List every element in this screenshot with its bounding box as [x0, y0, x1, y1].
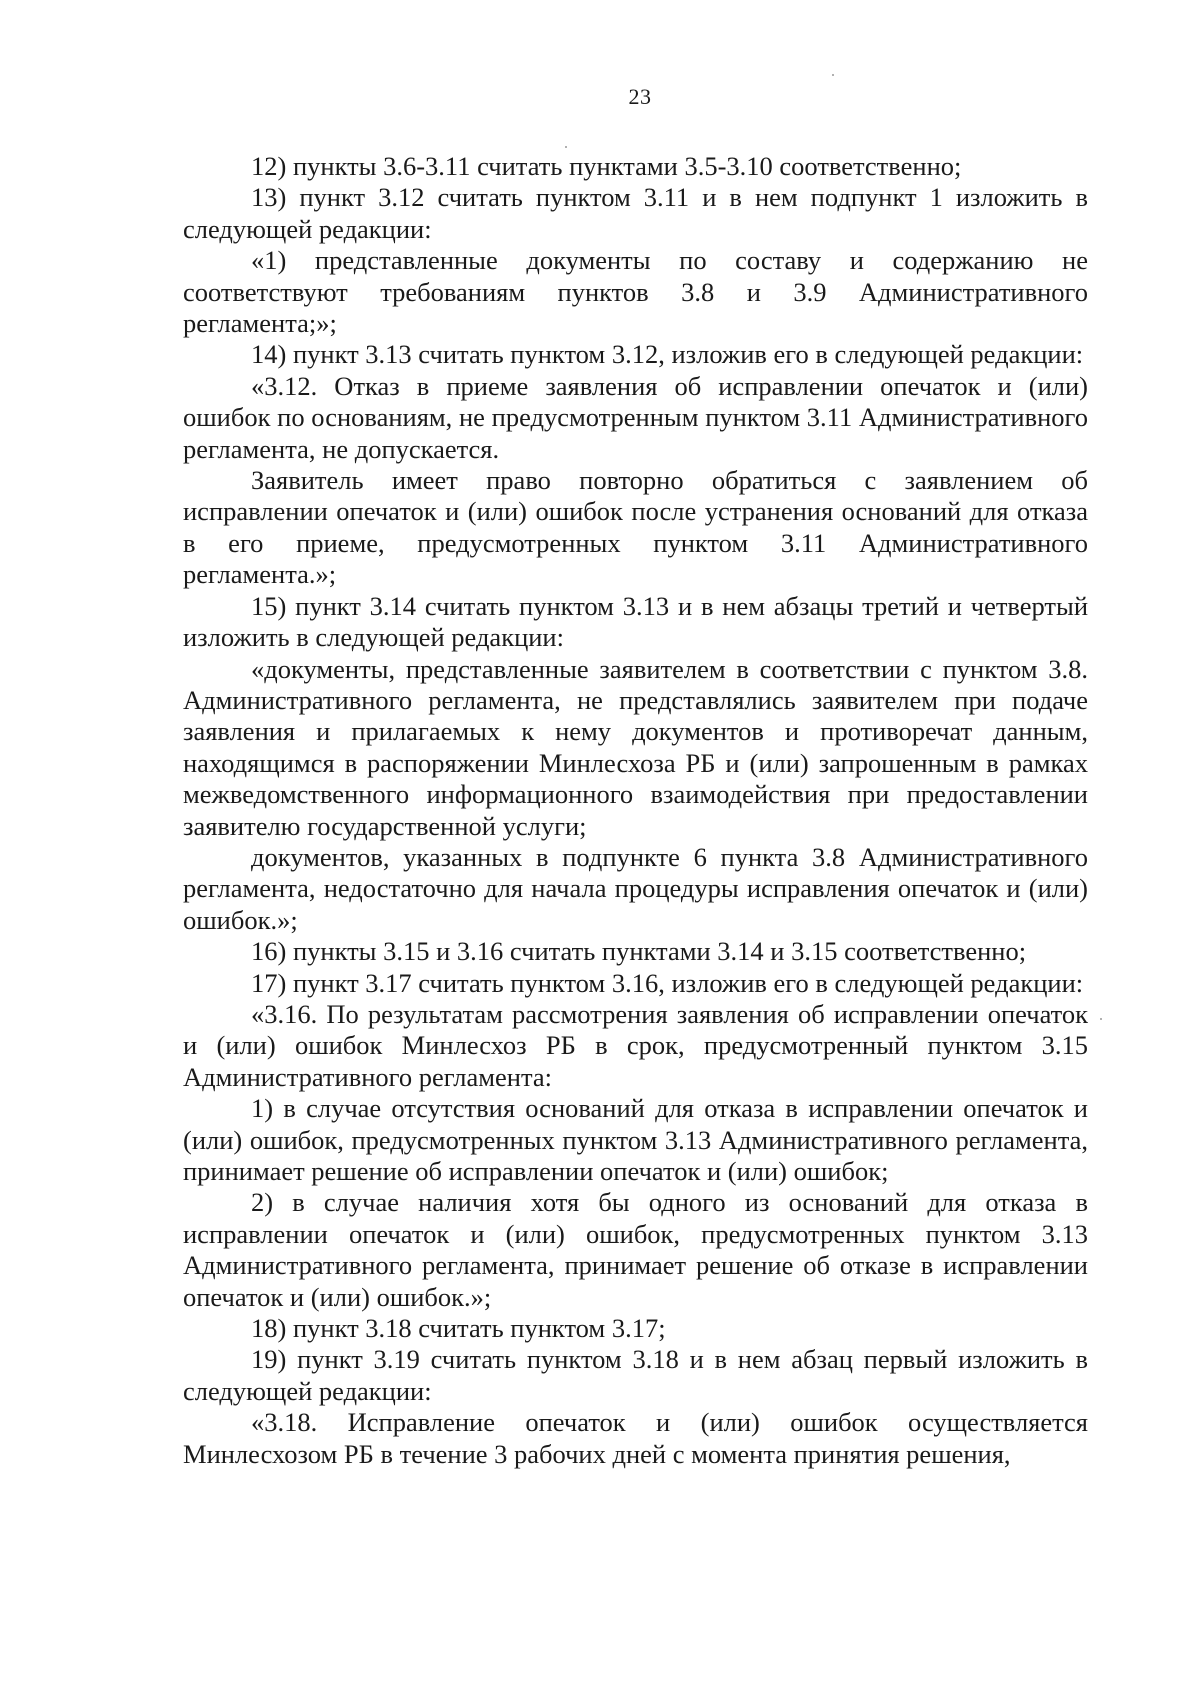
scan-speck — [1100, 1018, 1102, 1020]
paragraph-quote-documents: «документы, представленные заявителем в соответствии с пунктом 3.8. Административного регламента, не представлялись заявителем при подаче заявления и прилагаемых к нему документов и противоречат данным, находящимся в распоряжении Минлесхоза РБ и (или) запрошенным в рамках межведомственного информационного взаимодействия при предоставлении заявителю государственной услуги; — [183, 653, 1088, 841]
paragraph-subitem-1: 1) в случае отсутствия оснований для отказа в исправлении опечаток и (или) ошибок, предусмотренных пунктом 3.13 Административного регламента, принимает решение об исправлении опечаток и (или) ошибок; — [183, 1093, 1088, 1186]
page-number: 23 — [628, 84, 652, 109]
paragraph-quote-3-18: «3.18. Исправление опечаток и (или) ошибок осуществляется Минлесхозом РБ в течение 3 рабочих дней с момента принятия решения, — [183, 1407, 1088, 1469]
scan-speck — [832, 74, 834, 76]
paragraph-documents-insufficient: документов, указанных в подпункте 6 пункта 3.8 Административного регламента, недостаточно для начала процедуры исправления опечаток и (или) ошибок.»; — [183, 841, 1088, 935]
paragraph-item-17: 17) пункт 3.17 считать пунктом 3.16, изложив его в следующей редакции: — [251, 967, 1084, 998]
paragraph-applicant-right: Заявитель имеет право повторно обратиться с заявлением об исправлении опечаток и (или) ошибок после устранения оснований для отказа в его приеме, предусмотренных пунктом 3.11 Административного регламента.»; — [183, 465, 1088, 590]
paragraph-quote-subitem-1: «1) представленные документы по составу и содержанию не соответствуют требованиям пунктов 3.8 и 3.9 Административного регламента;»; — [183, 245, 1088, 339]
paragraph-item-18: 18) пункт 3.18 считать пунктом 3.17; — [251, 1313, 666, 1344]
document-body — [183, 151, 1088, 1470]
paragraph-item-15: 15) пункт 3.14 считать пунктом 3.13 и в нем абзацы третий и четвертый изложить в следующей редакции: — [183, 590, 1088, 653]
paragraph-item-19: 19) пункт 3.19 считать пунктом 3.18 и в нем абзац первый изложить в следующей редакции: — [183, 1344, 1088, 1406]
paragraph-quote-3-12: «3.12. Отказ в приеме заявления об исправлении опечаток и (или) ошибок по основаниям, не предусмотренным пунктом 3.11 Административного регламента, не допускается. — [183, 370, 1088, 464]
paragraph-subitem-2: 2) в случае наличия хотя бы одного из оснований для отказа в исправлении опечаток и (или) ошибок, предусмотренных пунктом 3.13 Административного регламента, принимает решение об отказе в исправлении опечаток и (или) ошибок.»; — [183, 1187, 1088, 1312]
paragraph-item-13: 13) пункт 3.12 считать пунктом 3.11 и в нем подпункт 1 изложить в следующей редакции: — [183, 182, 1088, 244]
paragraph-item-12: 12) пункты 3.6-3.11 считать пунктами 3.5-3.10 соответственно; — [251, 151, 962, 181]
paragraph-item-14: 14) пункт 3.13 считать пунктом 3.12, изложив его в следующей редакции: — [251, 339, 1084, 370]
scan-speck — [565, 146, 567, 148]
paragraph-item-16: 16) пункты 3.15 и 3.16 считать пунктами 3.14 и 3.15 соответственно; — [251, 936, 1027, 967]
paragraph-quote-3-16: «3.16. По результатам рассмотрения заявления об исправлении опечаток и (или) ошибок Минлесхоз РБ в срок, предусмотренный пунктом 3.15 Административного регламента: — [183, 998, 1088, 1092]
